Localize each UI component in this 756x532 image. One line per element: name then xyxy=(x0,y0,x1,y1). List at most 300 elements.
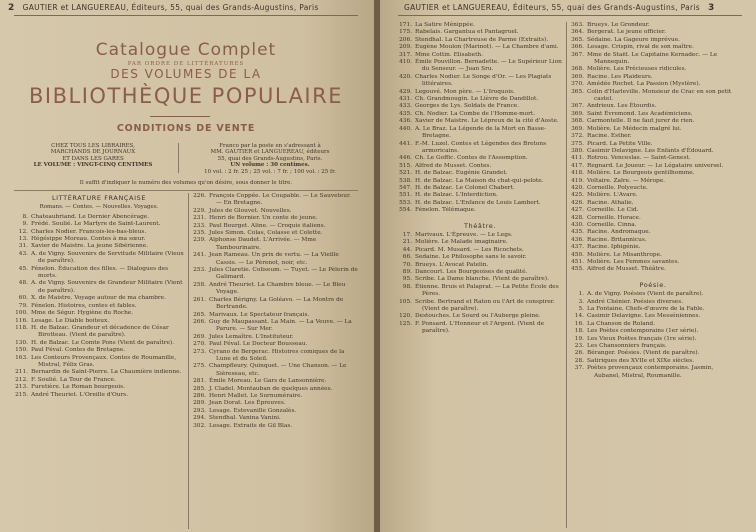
entry-title: Alfred de Musset. Contes. xyxy=(415,162,492,169)
right-column-1 xyxy=(398,22,562,336)
theatre-title: Théâtre. xyxy=(463,221,496,230)
cond-right-line: MM. GAUTIER et LANGUEREAU, éditeurs xyxy=(210,149,330,156)
entry-title: Paul Féval. Contes de Bretagne. xyxy=(31,347,126,354)
catalogue-entry xyxy=(570,126,736,133)
entry-title: A. Le Braz. La Légende de la Mort en Basse-Bretagne. xyxy=(415,125,547,140)
catalogue-entry xyxy=(14,318,184,325)
entry-number: 553. xyxy=(399,199,412,206)
catalogue-entry xyxy=(398,207,562,214)
entry-number: 420. xyxy=(571,184,584,191)
entry-title: Mme de Ségur. Hygiène du Roche. xyxy=(31,310,134,317)
title-rule xyxy=(150,116,210,117)
catalogue-entry xyxy=(398,170,562,177)
entry-title: H. de Balzac. L'Interdiction. xyxy=(415,192,498,199)
entry-title: Xavier de Maistre. Le Lépreux de la cité d'Aoste. xyxy=(415,118,559,125)
entry-title: Jules Simon. Colas, Colasse et Colette. xyxy=(209,230,323,237)
entry-title: Lesage. Crispin, rival de son maître. xyxy=(587,44,694,51)
entry-number: 440. xyxy=(399,125,412,132)
catalogue-entry xyxy=(398,22,562,29)
conditions-title: CONDITIONS DE VENTE xyxy=(116,123,256,134)
catalogue-entry xyxy=(570,244,736,251)
conditions-right xyxy=(190,143,350,175)
catalogue-entry xyxy=(398,262,562,269)
entry-number: 206. xyxy=(399,36,412,43)
entry-number: 79. xyxy=(18,302,28,309)
entry-title: Henri Mallet. Le Surnuméraire. xyxy=(209,392,303,399)
entry-title: Chateaubriand. Le Dernier Abencérage. xyxy=(31,213,150,220)
catalogue-entry xyxy=(570,313,736,320)
entry-title: Legouvé. Mon père. — L'Iroquois. xyxy=(415,88,515,95)
entry-title: Les Vieux Poètes français (1re série). xyxy=(587,335,697,342)
entry-number: 369. xyxy=(571,125,584,132)
entry-number: 411. xyxy=(571,155,584,162)
entry-title: Amédée Rochet. La Passion (Mystère). xyxy=(587,81,701,88)
entry-title: F.-M. Luzel. Contes et Légendes des Bretons armoricains. xyxy=(415,140,547,154)
entry-number: 37. xyxy=(574,365,584,372)
catalogue-entry xyxy=(398,192,562,199)
entry-number: 417. xyxy=(571,162,584,169)
cond-right-line: 10 vol. : 2 fr. 25 ; 25 vol. : 7 fr. ; 100 vol. : 25 fr. xyxy=(204,168,336,175)
entry-number: 418. xyxy=(571,170,584,177)
entry-number: 294. xyxy=(193,415,206,422)
entry-title: Les Conteurs Provençaux. Contes de Roumanille, Mistral, Félix Gras. xyxy=(31,354,177,368)
entry-number: 270. xyxy=(193,341,206,348)
entry-title: F. Soulié. La Tour de France. xyxy=(31,376,116,383)
catalogue-entry xyxy=(192,319,358,334)
entry-title: La Satire Ménippée. xyxy=(415,22,475,28)
catalogue-entry xyxy=(14,243,184,250)
entry-number: 419. xyxy=(571,177,584,184)
entry-title: Bergerat. Le jeune officier. xyxy=(587,29,666,36)
poesie-title: Poésie. xyxy=(639,280,667,289)
catalogue-entry xyxy=(570,229,736,236)
catalogue-entry xyxy=(398,313,562,320)
entry-number: 3. xyxy=(578,298,584,305)
entry-title: Brueys. L'Avocat Patelin. xyxy=(415,261,489,268)
entry-number: 428. xyxy=(571,214,584,221)
entry-title: Charles Nodier. Francois-les-bas-bleus. xyxy=(31,228,147,235)
entry-title: Charles Bérigny. La Goléavo. — La Montre de Bertrande. xyxy=(209,296,344,311)
catalogue-entry xyxy=(570,178,736,185)
entry-number: 89. xyxy=(402,269,412,275)
entry-number: 538. xyxy=(399,177,412,184)
entry-title: Lesage. Le Diable boiteux. xyxy=(31,317,110,324)
conditions-left xyxy=(18,143,168,169)
catalogue-entry xyxy=(570,141,736,148)
catalogue-entry xyxy=(570,44,736,51)
entry-title: Lesage. Estevanille Gonzalès. xyxy=(209,407,297,414)
entry-number: 367. xyxy=(571,103,584,110)
catalogue-entry xyxy=(398,44,562,51)
catalogue-entry xyxy=(192,415,358,422)
entry-title: Molière. L'Avare. xyxy=(587,192,638,199)
entry-title: Mme Cottin. Elisabeth. xyxy=(415,51,483,58)
entry-title: Racine. Athalie. xyxy=(587,199,634,206)
entry-number: 130. xyxy=(15,339,28,346)
entry-title: H. de Balzac. La Maison du chat-qui-pelote. xyxy=(415,177,544,184)
catalogue-entry xyxy=(192,334,358,341)
entry-number: 163. xyxy=(15,354,28,361)
entry-title: H. de Balzac. Le Comte Pons (Vient de paraître). xyxy=(31,339,174,346)
catalogue-entry xyxy=(192,349,358,364)
conditions-note: Il suffit d'indiquer le numéro des volumes qu'on désire, sous donner le titre. xyxy=(79,180,293,186)
entry-title: Scribe. Bertrand et Raton ou l'Art de conspirer. (Vient de paraître). xyxy=(415,298,555,313)
entry-number: 45. xyxy=(18,265,28,272)
catalogue-entry xyxy=(192,408,358,415)
catalogue-entry xyxy=(14,340,184,347)
entry-number: 369. xyxy=(571,110,584,117)
entry-number: 368. xyxy=(571,118,584,125)
entry-number: 515. xyxy=(399,162,412,169)
catalogue-entry xyxy=(570,148,736,155)
catalogue-entry xyxy=(398,96,562,103)
entry-title: André Theuriet. La Chambre bleue. — Le Bleu Voyage. xyxy=(209,281,346,296)
entry-number: 363. xyxy=(571,22,584,28)
catalogue-entry xyxy=(192,386,358,393)
entry-number: 44. xyxy=(402,246,412,253)
entry-number: 547. xyxy=(399,184,412,191)
entry-title: Champfleury. Quinquet. — Une Chanson. — Le Sièreseau, etc. xyxy=(209,363,347,377)
entry-number: 369. xyxy=(571,73,584,80)
entry-title: Jean Dorat. Les Épreuves. xyxy=(209,400,286,407)
entry-title: Fénelon. Histoires, contes et fables. xyxy=(31,302,137,309)
catalogue-title-line3: DES VOLUMES DE LA xyxy=(110,67,262,81)
catalogue-entry xyxy=(192,215,358,222)
entry-number: 95. xyxy=(402,276,412,283)
catalogue-entry xyxy=(570,299,736,306)
entry-number: 175. xyxy=(399,29,412,36)
entry-number: 125. xyxy=(399,320,412,327)
entry-title: André Chénier. Poésies diverses. xyxy=(587,298,684,305)
entry-number: 427. xyxy=(571,207,584,214)
catalogue-entry xyxy=(570,170,736,177)
catalogue-entry xyxy=(14,266,184,281)
entry-title: La Chanson de Roland. xyxy=(587,320,655,327)
entry-number: 16. xyxy=(574,320,584,327)
right-page-number: 3 xyxy=(708,3,715,13)
entry-number: 18. xyxy=(574,328,584,335)
entry-title: Satiriques des XVIIe et XIXe siècles. xyxy=(587,357,695,364)
left-column-1 xyxy=(14,193,184,399)
entry-title: Lesage. Extraits de Gil Blas. xyxy=(209,422,293,429)
entry-number: 150. xyxy=(15,347,28,354)
entry-title: Jules de Glouvet. Nouvelles. xyxy=(209,207,292,214)
entry-title: X. de Maistre. Voyage autour de ma chambre. xyxy=(31,295,166,302)
catalogue-entry xyxy=(192,208,358,215)
entry-title: Charles Nodier. Le Songe d'Or. — Les Plagiats littéraires. xyxy=(415,73,552,88)
entry-number: 28. xyxy=(574,357,584,364)
entry-title: Bernardin de Saint-Pierre. La Chaumière indienne. xyxy=(31,369,182,376)
catalogue-entry xyxy=(398,254,562,261)
entry-number: 450. xyxy=(571,251,584,258)
right-column-2 xyxy=(570,22,736,380)
entry-title: Saint Évremond. Les Académiciens. xyxy=(587,110,693,117)
entry-number: 367. xyxy=(571,51,584,58)
entry-title: Carmontelle. Il ne faut jurer de rien. xyxy=(587,118,695,125)
catalogue-entry xyxy=(14,280,184,295)
left-header-text: GAUTIER et LANGUEREAU, Éditeurs, 55, quai des Grands-Augustins, Paris xyxy=(22,3,319,12)
cond-left-line: MARCHANDS DE JOURNAUX xyxy=(50,149,136,156)
entry-title: Georges de Lys. Soldats de France. xyxy=(415,103,520,110)
entry-number: 366. xyxy=(571,44,584,51)
entry-title: Corneille. Horace. xyxy=(587,214,641,221)
entry-title: Sedaine. Le Philosophe sans le savoir. xyxy=(415,254,527,261)
entry-number: 286. xyxy=(193,392,206,399)
entry-title: Béranger. Poésies. (Vient de paraître). xyxy=(587,350,700,357)
entry-number: 235. xyxy=(193,230,206,237)
left-page-header xyxy=(8,3,368,13)
entry-title: Andrieux. Les Étourdis. xyxy=(587,103,657,110)
section-title: LITTÉRATURE FRANÇAISE xyxy=(51,194,147,202)
entry-title: Ch. Le Goffic. Contes de l'Assomption. xyxy=(415,155,528,162)
entry-title: Ch. Nodier. La Combe de l'Homme-mort. xyxy=(415,110,536,117)
catalogue-entry xyxy=(570,328,736,335)
catalogue-entry xyxy=(570,222,736,229)
entry-title: Émile Pouvillon. Bernadette. — Le Supérieur Lion du Senseur. — Juan Sru. xyxy=(415,59,562,73)
entry-title: Alfred de Musset. Théâtre. xyxy=(587,266,666,273)
entry-number: 436. xyxy=(571,236,584,243)
section-rule xyxy=(14,190,358,191)
catalogue-entry xyxy=(192,237,358,252)
entry-number: 31. xyxy=(18,243,28,250)
entry-number: 229. xyxy=(193,207,206,214)
entry-title: Mme de Staël. Le Capitaine Kernadec. — Le Mannequin. xyxy=(587,51,718,66)
catalogue-entry xyxy=(192,297,358,312)
catalogue-entry xyxy=(398,178,562,185)
catalogue-entry xyxy=(14,384,184,391)
catalogue-entry xyxy=(192,363,358,378)
catalogue-entry xyxy=(192,282,358,297)
catalogue-entry xyxy=(192,252,358,267)
entry-title: Cyrano de Bergerac. Histoires comiques de la Lune et du Soleil. xyxy=(209,348,345,362)
entry-number: 8. xyxy=(22,213,28,220)
entry-title: Les Poètes contemporains (1er série). xyxy=(587,328,699,335)
entry-number: 9. xyxy=(22,221,28,228)
cond-right-line: Franco par la poste en s'adressant à xyxy=(219,143,321,149)
entry-title: Voltaire. Zaïre. — Mérope. xyxy=(587,177,666,184)
entry-number: 364. xyxy=(571,29,584,36)
cond-right-line: UN volume : 30 centimes. xyxy=(230,162,310,169)
entry-number: 98. xyxy=(402,283,412,290)
catalogue-entry xyxy=(398,141,562,156)
entry-title: Corneille. Le Cid. xyxy=(587,207,639,214)
entry-number: 241. xyxy=(193,252,206,259)
entry-title: Dancourt. Les Bourgeoises de qualité. xyxy=(415,269,528,275)
entry-number: 14. xyxy=(574,313,584,320)
catalogue-title-line4: BIBLIOTHÈQUE POPULAIRE xyxy=(29,84,343,108)
catalogue-entry xyxy=(398,163,562,170)
entry-title: Sédaine. La Gageure imprévue. xyxy=(587,36,680,43)
catalogue-entry xyxy=(14,295,184,302)
entry-title: Étienne. Bruis et Palaprat. — La Petite École des Pères. xyxy=(415,283,559,298)
section-subtitle: Romans. — Contes. — Nouvelles. Voyages. xyxy=(39,204,159,211)
entry-title: André Theuriet. L'Oreille d'Ours. xyxy=(31,391,129,398)
catalogue-title: Catalogue Complet xyxy=(95,40,277,60)
entry-title: Molière. Le Bourgeois gentilhomme. xyxy=(587,170,695,177)
entry-number: 100. xyxy=(15,310,28,317)
catalogue-entry xyxy=(192,267,358,282)
entry-title: Racine. Esther. xyxy=(587,133,632,140)
entry-title: Furetière. Le Roman bourgeois. xyxy=(31,384,125,391)
entry-number: 420. xyxy=(399,73,412,80)
entry-number: 215. xyxy=(15,391,28,398)
catalogue-entry xyxy=(398,118,562,125)
entry-number: 116. xyxy=(15,317,28,324)
left-page-number: 2 xyxy=(8,3,15,13)
entry-number: 70. xyxy=(402,261,412,268)
entry-title: Molière. Le Misanthrope. xyxy=(587,251,662,258)
entry-number: 426. xyxy=(571,199,584,206)
catalogue-entry xyxy=(570,118,736,125)
entry-number: 365. xyxy=(571,36,584,43)
catalogue-entry xyxy=(570,103,736,110)
entry-title: Marivaux. Le Spectateur français. xyxy=(209,311,310,318)
entry-number: 435. xyxy=(571,229,584,236)
entry-number: 26. xyxy=(574,350,584,357)
entry-title: Frédé. Soulié. Le Martyre de Saint-Laurent. xyxy=(31,221,161,228)
entry-title: Racine. Iphigénie. xyxy=(587,244,641,251)
catalogue-entry xyxy=(570,192,736,199)
entry-title: Marivaux. L'Épreuve. — Le Legs. xyxy=(415,231,513,238)
entry-number: 212. xyxy=(15,376,28,383)
catalogue-entry xyxy=(398,276,562,283)
entry-title: Molière. Les Précieuses ridicules. xyxy=(587,66,687,73)
entry-number: 211. xyxy=(15,369,28,376)
catalogue-entry xyxy=(398,299,562,314)
entry-number: 5. xyxy=(578,306,584,313)
entry-number: 17. xyxy=(402,231,412,238)
catalogue-entry xyxy=(570,365,736,380)
catalogue-entry xyxy=(14,251,184,266)
entry-number: 410. xyxy=(399,59,412,66)
entry-number: 1. xyxy=(578,291,584,298)
entry-number: 13. xyxy=(18,236,28,243)
catalogue-entry xyxy=(570,22,736,29)
entry-number: 48. xyxy=(18,280,28,287)
catalogue-entry xyxy=(570,81,736,88)
entry-title: Picard. La Petite Ville. xyxy=(587,140,653,147)
entry-title: Paul Féval. Le Docteur Bousseau. xyxy=(209,341,308,348)
entry-number: 446. xyxy=(399,155,412,162)
entry-number: 435. xyxy=(399,110,412,117)
right-header-rule xyxy=(398,15,742,16)
catalogue-entry xyxy=(570,207,736,214)
entry-number: 521. xyxy=(399,170,412,177)
entry-number: 380. xyxy=(571,147,584,154)
cond-left-line: CHEZ TOUS LES LIBRAIRES, xyxy=(51,143,135,149)
catalogue-entry xyxy=(570,52,736,67)
entry-title: Rotrou. Venceslas. — Saint-Genest. xyxy=(587,155,691,162)
catalogue-entry xyxy=(192,312,358,319)
entry-title: Poètes provençaux contemporains. Jasmin, Aubanel, Mistral, Roumanille. xyxy=(587,365,714,379)
entry-number: 365. xyxy=(571,88,584,95)
catalogue-entry xyxy=(398,284,562,299)
catalogue-entry xyxy=(14,229,184,236)
entry-title: Jules Lemaître. L'Instituteur. xyxy=(209,333,294,340)
entry-number: 21. xyxy=(402,239,412,246)
entry-number: 293. xyxy=(193,407,206,414)
catalogue-entry xyxy=(14,347,184,354)
entry-title: Regnard. Le Joueur. — Le Légataire universel. xyxy=(587,162,724,169)
entry-number: 554. xyxy=(399,207,412,214)
entry-number: 209. xyxy=(399,44,412,51)
entry-number: 66. xyxy=(402,254,412,261)
catalogue-entry xyxy=(14,369,184,376)
catalogue-entry xyxy=(398,321,562,336)
entry-title: Picard. M. Musard. — Les Ricochets. xyxy=(415,246,524,253)
entry-number: 105. xyxy=(399,298,412,305)
entry-title: Rabelais. Gargantua et Pantagruel. xyxy=(415,29,519,36)
entry-number: 120. xyxy=(399,313,412,320)
entry-number: 368. xyxy=(571,66,584,73)
entry-title: Racine. Britannicus. xyxy=(587,236,647,243)
entry-number: 213. xyxy=(15,384,28,391)
entry-title: Brueys. Le Grondeur. xyxy=(587,22,650,28)
entry-title: Corneille. Polyeucte. xyxy=(587,184,648,191)
entry-title: Racine. Les Plaideurs. xyxy=(587,73,653,80)
entry-title: La Fontaine. Chefs-d'œuvre de la Fable. xyxy=(587,306,705,313)
entry-title: Ch. Grandmougin. Le Lièvre de Dandillot. xyxy=(415,96,539,103)
entry-title: Casimir Delavigne. Les Enfants d'Édouard. xyxy=(587,147,714,154)
catalogue-entry xyxy=(570,163,736,170)
entry-title: Alphonse Daudet. L'Arrivée. — Mme Tambourinaire. xyxy=(209,237,317,251)
right-page xyxy=(380,0,756,532)
entry-title: Jean Rameau. Un prix de vertu. — La Vieille Cassis. — Le Pèrenot, noir, etc. xyxy=(209,252,339,266)
entry-number: 425. xyxy=(571,192,584,199)
entry-number: 317. xyxy=(399,51,412,58)
catalogue-entry xyxy=(570,111,736,118)
entry-title: A. de Vigny. Souvenirs de Servitude Militaire (Vieux de paraître). xyxy=(31,250,184,265)
entry-title: H. de Balzac. Grandeur et décadence de César Birotteau. (Vient de paraître). xyxy=(31,324,169,339)
entry-number: 302. xyxy=(193,422,206,429)
catalogue-entry xyxy=(192,341,358,348)
entry-number: 118. xyxy=(15,324,28,331)
entry-title: Paul Bourget. Aline. — Croquis italiens. xyxy=(209,222,326,229)
catalogue-entry xyxy=(192,193,358,208)
entry-title: Corneille. Cinna. xyxy=(587,221,637,228)
entry-number: 231. xyxy=(193,215,206,222)
entry-number: 19. xyxy=(574,335,584,342)
catalogue-entry xyxy=(398,59,562,74)
entry-title: Stendhal. La Chartreuse de Parme (Extraits). xyxy=(415,36,549,43)
catalogue-entry xyxy=(398,247,562,254)
entry-number: 281. xyxy=(193,378,206,385)
column-divider xyxy=(188,193,189,529)
entry-title: Guy de Maupassant. La Main. — La Veuve. — La Parure. — Sur Mer. xyxy=(209,318,352,333)
catalogue-entry xyxy=(570,266,736,273)
catalogue-entry xyxy=(398,103,562,110)
catalogue-entry xyxy=(398,52,562,59)
entry-number: 437. xyxy=(571,244,584,251)
entry-number: 441. xyxy=(399,140,412,147)
entry-title: Molière. Le Médecin malgré lui. xyxy=(587,125,682,132)
catalogue-entry xyxy=(398,239,562,246)
entry-number: 430. xyxy=(571,221,584,228)
catalogue-entry xyxy=(570,291,736,298)
cond-left-line: LE VOLUME : VINGT-CINQ CENTIMES xyxy=(33,162,153,169)
entry-title: A. de Vigny. Poésies (Vient de paraître). xyxy=(587,291,704,298)
entry-number: 551. xyxy=(399,192,412,199)
entry-number: 275. xyxy=(193,363,206,370)
left-column-2 xyxy=(192,193,358,430)
catalogue-entry xyxy=(570,252,736,259)
catalogue-entry xyxy=(398,155,562,162)
entry-title: Destouches. Le Sourd ou l'Auberge pleine. xyxy=(415,313,541,320)
entry-title: Émile Moreau. Le Gars de Lansonnière. xyxy=(209,378,327,385)
entry-number: 239. xyxy=(193,237,206,244)
entry-number: 370. xyxy=(571,81,584,88)
entry-title: François Coppée. Le Coupable. — Le Sauveteur. — En Bretagne. xyxy=(209,193,352,207)
